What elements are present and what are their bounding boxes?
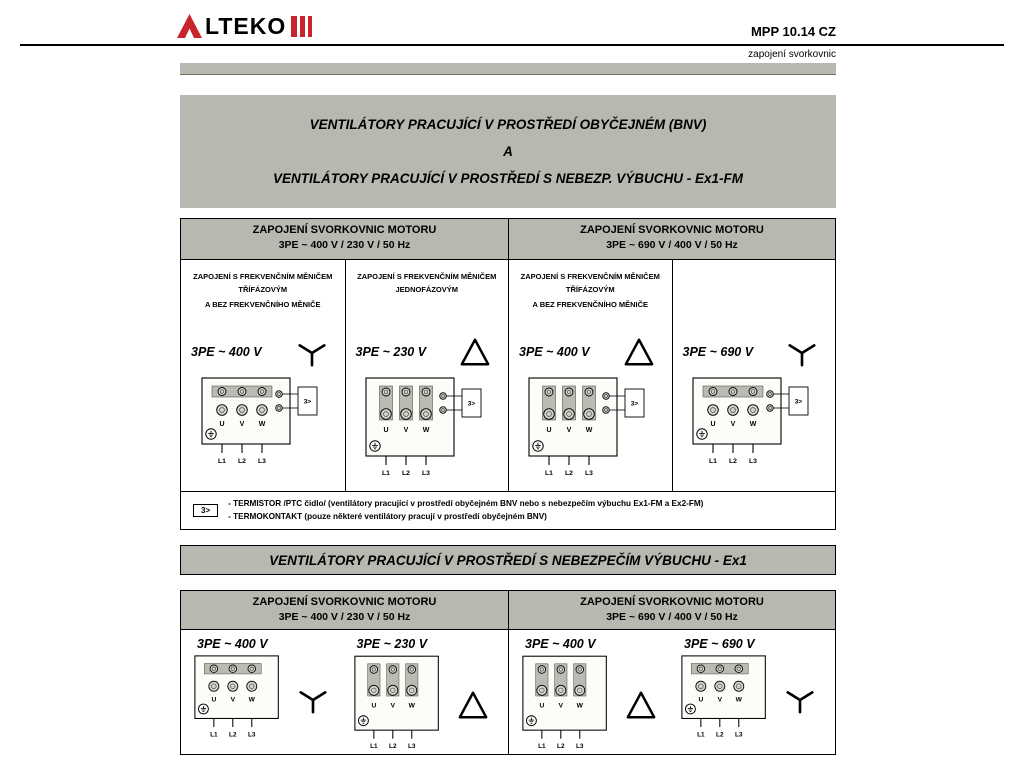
ex1-table-body: [181, 630, 835, 754]
svg-text:L3: L3: [585, 470, 594, 477]
delta-connection-icon: [456, 689, 490, 721]
voltage-label: 3PE ~ 400 V: [519, 345, 590, 359]
svg-text:L3: L3: [748, 458, 757, 465]
svg-text:W: W: [408, 702, 415, 710]
svg-text:W: W: [422, 427, 430, 434]
alteko-logo: [176, 11, 312, 41]
svg-text:L3: L3: [248, 731, 256, 739]
voltage-label: 3PE ~ 690 V: [684, 637, 755, 651]
header-rating: 3PE ~ 690 V / 400 V / 50 Hz: [606, 239, 738, 251]
diagram-row: [521, 652, 672, 757]
svg-text:L2: L2: [728, 458, 737, 465]
bnv-title-line1: VENTILÁTORY PRACUJÍCÍ V PROSTŘEDÍ OBYČEJNÉM (BNV): [309, 117, 707, 132]
voltage-label: 3PE ~ 690 V: [682, 345, 754, 359]
subheader-line: TŘÍFÁZOVÝM: [238, 285, 288, 294]
svg-text:L1: L1: [381, 470, 390, 477]
svg-text:V: V: [390, 702, 395, 710]
svg-text:L2: L2: [237, 458, 246, 465]
ex1-table-header: [181, 591, 835, 630]
subheader-line: A BEZ FREKVENČNÍHO MĚNIČE: [532, 300, 649, 309]
note-line-2: - TERMOKONTAKT (pouze některé ventilátory pracují v prostředí obyčejném BNV): [228, 511, 547, 521]
bnv-table-header: [181, 219, 835, 260]
star-terminal-block-diagram: [680, 654, 771, 745]
voltage-row: [346, 330, 509, 374]
svg-text:L2: L2: [716, 731, 724, 739]
svg-text:U: U: [710, 421, 716, 428]
header-rating: 3PE ~ 400 V / 230 V / 50 Hz: [278, 239, 411, 251]
voltage-label: 3PE ~ 400 V: [197, 637, 268, 651]
svg-text:U: U: [219, 421, 225, 428]
document-code: MPP 10.14 CZ: [750, 24, 836, 39]
bnv-column-3: [508, 260, 672, 491]
svg-text:L2: L2: [565, 470, 574, 477]
ex1-wiring-table: [180, 590, 836, 755]
star-terminal-block-diagram: [673, 376, 836, 472]
bnv-column-2: [345, 260, 509, 491]
ex1-right-half: [508, 630, 835, 754]
star-connection-icon: [783, 683, 817, 715]
svg-text:L1: L1: [217, 458, 226, 465]
svg-text:W: W: [735, 696, 742, 704]
svg-text:L3: L3: [257, 458, 266, 465]
svg-text:L2: L2: [557, 743, 565, 751]
svg-text:U: U: [211, 696, 217, 704]
svg-text:U: U: [546, 427, 552, 434]
bnv-header-left: [181, 219, 508, 259]
svg-text:W: W: [585, 427, 593, 434]
header-title: ZAPOJENÍ SVORKOVNIC MOTORU: [580, 224, 764, 236]
subheader-line: ZAPOJENÍ S FREKVENČNÍM MĚNIČEM: [193, 272, 333, 281]
bnv-table-body: [181, 260, 835, 491]
ex1-group-4: [672, 633, 831, 754]
thermistor-note-text: [228, 498, 703, 523]
svg-text:U: U: [383, 427, 389, 434]
page-subtitle: zapojení svorkovnic: [748, 49, 836, 60]
delta-connection-icon: [624, 689, 658, 721]
star-terminal-block-diagram: [181, 376, 345, 472]
svg-text:L1: L1: [708, 458, 717, 465]
svg-text:3>: 3>: [303, 398, 311, 406]
ex1-group-3: [513, 633, 672, 754]
delta-terminal-block-diagram: [346, 376, 509, 484]
diagram-row: [353, 652, 505, 757]
svg-text:U: U: [698, 696, 704, 704]
svg-text:W: W: [576, 702, 583, 710]
delta-terminal-block-diagram: [521, 654, 612, 757]
subheader-line: ZAPOJENÍ S FREKVENČNÍM MĚNIČEM: [520, 272, 660, 281]
column-subheader: [181, 268, 345, 330]
ex1-left-half: [181, 630, 508, 754]
ex1-header-left: [181, 591, 508, 629]
star-terminal-block-diagram: [193, 654, 284, 745]
svg-text:3>: 3>: [467, 400, 475, 408]
column-subheader: [346, 268, 509, 330]
bnv-title-line2: A: [503, 144, 513, 159]
subheader-line: JEDNOFÁZOVÝM: [395, 285, 458, 294]
delta-terminal-block-diagram: [353, 654, 444, 757]
delta-connection-icon: [622, 336, 656, 368]
ex1-title: VENTILÁTORY PRACUJÍCÍ V PROSTŘEDÍ S NEBEZPEČÍM VÝBUCHU - Ex1: [269, 552, 747, 568]
svg-text:V: V: [558, 702, 564, 710]
svg-text:W: W: [749, 421, 757, 428]
header-title: ZAPOJENÍ SVORKOVNIC MOTORU: [580, 596, 764, 608]
bnv-column-4: [672, 260, 836, 491]
svg-text:V: V: [230, 696, 236, 704]
voltage-row: [509, 330, 672, 374]
bnv-title-box: [180, 95, 836, 208]
column-subheader: [673, 268, 836, 330]
star-connection-icon: [785, 336, 819, 368]
delta-connection-icon: [458, 336, 492, 368]
header-rating: 3PE ~ 400 V / 230 V / 50 Hz: [278, 611, 411, 623]
ex1-title-bar: [180, 545, 836, 575]
subheader-line: A BEZ FREKVENČNÍHO MĚNIČE: [204, 300, 321, 309]
svg-text:W: W: [258, 421, 266, 428]
ex1-header-right: [508, 591, 835, 629]
svg-text:L1: L1: [697, 731, 705, 739]
svg-text:L3: L3: [576, 743, 584, 751]
logo-bars-icon: [291, 16, 312, 37]
logo-letters: LTEKO: [205, 12, 287, 39]
header-title: ZAPOJENÍ SVORKOVNIC MOTORU: [252, 596, 437, 608]
svg-text:V: V: [717, 696, 723, 704]
bnv-wiring-table: [180, 218, 836, 530]
svg-text:L2: L2: [388, 743, 397, 751]
bnv-title-line3: VENTILÁTORY PRACUJÍCÍ V PROSTŘEDÍ S NEBEZP. VÝBUCHU - Ex1-FM: [272, 171, 744, 186]
voltage-row: [181, 330, 345, 374]
subheader-line: TŘÍFÁZOVÝM: [565, 285, 615, 294]
voltage-label: 3PE ~ 400 V: [525, 637, 596, 651]
thermistor-symbol-badge: 3>: [193, 504, 218, 517]
svg-text:U: U: [539, 702, 545, 710]
diagram-row: [680, 652, 831, 745]
svg-text:L2: L2: [401, 470, 410, 477]
alteko-triangle-icon: [176, 13, 203, 39]
svg-text:3>: 3>: [631, 400, 639, 408]
svg-text:W: W: [248, 696, 255, 704]
svg-text:V: V: [239, 421, 245, 428]
svg-text:U: U: [370, 702, 376, 710]
svg-text:L1: L1: [545, 470, 554, 477]
voltage-label: 3PE ~ 230 V: [355, 345, 427, 359]
subheader-line: ZAPOJENÍ S FREKVENČNÍM MĚNIČEM: [357, 272, 497, 281]
star-connection-icon: [295, 336, 329, 368]
svg-text:3>: 3>: [794, 398, 802, 406]
ex1-group-2: [345, 633, 505, 754]
svg-text:L1: L1: [369, 743, 378, 751]
svg-text:L3: L3: [407, 743, 416, 751]
svg-text:V: V: [566, 427, 572, 434]
header-gray-bar: [180, 63, 836, 75]
svg-text:L1: L1: [538, 743, 546, 751]
bnv-column-1: [181, 260, 345, 491]
svg-text:L3: L3: [421, 470, 430, 477]
column-subheader: [509, 268, 672, 330]
svg-text:L1: L1: [210, 731, 218, 739]
diagram-row: [193, 652, 345, 745]
svg-text:V: V: [730, 421, 736, 428]
note-line-1: - TERMISTOR /PTC čidlo/ (ventilátory pracující v prostředí obyčejném BNV nebo s nebezpečím výbuchu Ex1-FM a Ex2-FM): [228, 499, 704, 508]
header-title: ZAPOJENÍ SVORKOVNIC MOTORU: [252, 224, 437, 236]
svg-text:V: V: [403, 427, 409, 434]
header-rating: 3PE ~ 690 V / 400 V / 50 Hz: [606, 611, 738, 623]
ex1-group-1: [185, 633, 345, 754]
bnv-header-right: [508, 219, 835, 259]
header-rule: [20, 44, 1004, 46]
delta-terminal-block-diagram: [509, 376, 672, 484]
svg-text:L3: L3: [735, 731, 743, 739]
thermistor-note: [181, 491, 835, 529]
voltage-label: 3PE ~ 400 V: [191, 345, 262, 359]
star-connection-icon: [296, 683, 330, 715]
voltage-row: [673, 330, 836, 374]
voltage-label: 3PE ~ 230 V: [356, 637, 428, 651]
svg-text:L2: L2: [229, 731, 237, 739]
